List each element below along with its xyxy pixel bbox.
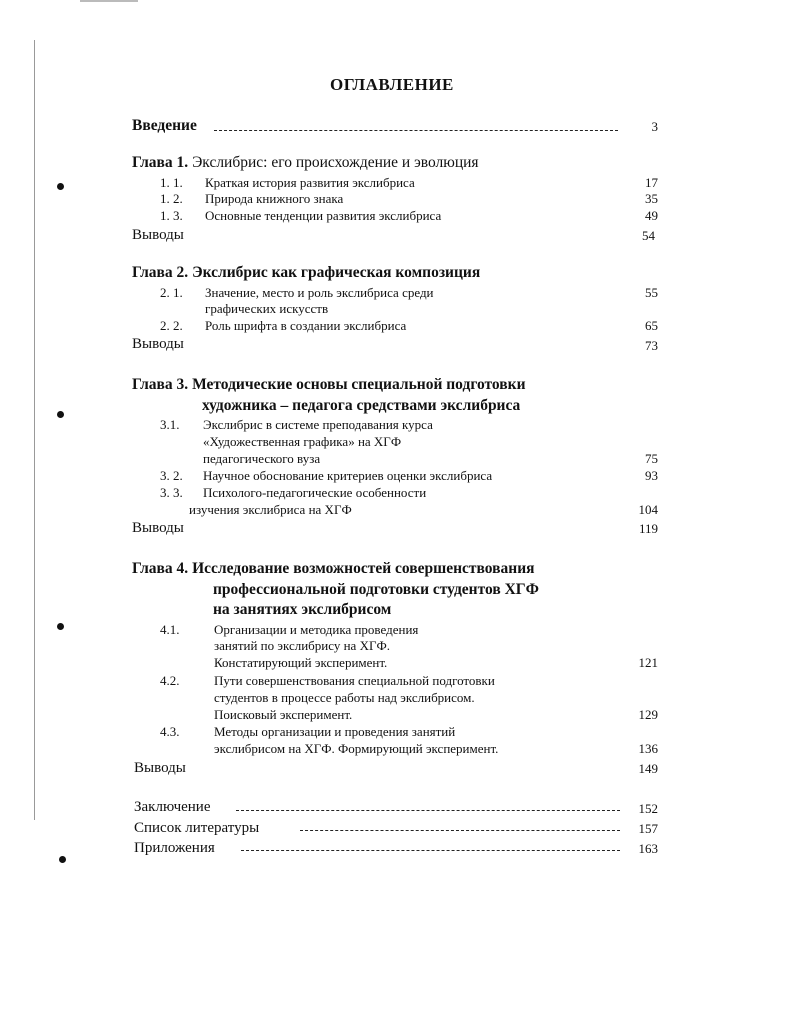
section-title-line: изучения экслибриса на ХГФ [189, 502, 352, 517]
conclusion-page: 152 [638, 801, 658, 816]
section-title-line: Научное обоснование критериев оценки экслибриса [203, 468, 493, 483]
leader-dots [241, 850, 620, 851]
chapter-2-number: Глава 2. [132, 264, 189, 281]
conclusions-page: 73 [645, 338, 658, 353]
chapter-4-title-line: на занятиях экслибрисом [213, 601, 392, 618]
chapter-3-title-line: художника – педагога средствами экслибриса [202, 397, 521, 414]
chapter-4-number: Глава 4. [132, 560, 189, 577]
chapter-4-title-line: профессиональной подготовки студентов ХГФ [213, 581, 539, 598]
leader-dots [214, 130, 618, 131]
section-title-line: Методы организации и проведения занятий [214, 724, 456, 739]
section-page: 65 [645, 318, 658, 333]
scan-artifact-line [80, 0, 138, 2]
section-number: 2. 1. [160, 285, 183, 300]
section-page: 35 [645, 191, 658, 206]
conclusions-label: Выводы [132, 227, 184, 243]
section-title-line: Психолого-педагогические особенности [203, 485, 427, 500]
chapter-3-heading [132, 376, 526, 394]
appendices-page: 163 [638, 841, 658, 856]
section-title-line: Поисковый эксперимент. [214, 707, 353, 722]
conclusions-page: 119 [638, 521, 658, 536]
conclusions-label: Выводы [132, 520, 184, 536]
section-title: Краткая история развития экслибриса [205, 175, 415, 190]
bibliography-page: 157 [638, 821, 658, 836]
appendices-label: Приложения [134, 840, 215, 856]
section-number: 1. 2. [160, 191, 183, 206]
section-page: 75 [645, 451, 658, 466]
section-number: 4.1. [160, 622, 180, 637]
section-title-line: экслибрисом на ХГФ. Формирующий эксперимент. [214, 741, 499, 756]
section-page: 136 [638, 741, 658, 756]
chapter-1-title: Экслибрис: его происхождение и эволюция [192, 154, 479, 171]
section-number: 4.2. [160, 673, 180, 688]
section-page: 55 [645, 285, 658, 300]
conclusions-page: 149 [638, 761, 658, 776]
section-page: 129 [638, 707, 658, 722]
section-title-line: графических искусств [205, 301, 329, 316]
section-title-line: Значение, место и роль экслибриса среди [205, 285, 434, 300]
section-title-line: «Художественная графика» на ХГФ [203, 434, 402, 449]
section-page: 93 [645, 468, 658, 483]
chapter-2-title: Экслибрис как графическая композиция [192, 264, 481, 281]
margin-bullet [57, 411, 64, 418]
section-number: 1. 3. [160, 208, 183, 223]
section-title-line: студентов в процессе работы над экслибрисом. [214, 690, 475, 705]
section-title-line: Организации и методика проведения [214, 622, 419, 637]
section-page: 17 [645, 175, 658, 190]
section-number: 3.1. [160, 417, 180, 432]
section-title-line: педагогического вуза [203, 451, 321, 466]
section-number: 3. 2. [160, 468, 183, 483]
section-title-line: Роль шрифта в создании экслибриса [205, 318, 407, 333]
section-number: 1. 1. [160, 175, 183, 190]
section-title: Природа книжного знака [205, 191, 344, 206]
margin-bullet [57, 623, 64, 630]
section-title-line: Констатирующий эксперимент. [214, 655, 388, 670]
section-number: 4.3. [160, 724, 180, 739]
margin-bullet [57, 183, 64, 190]
bibliography-label: Список литературы [134, 820, 260, 836]
page-title: ОГЛАВЛЕНИЕ [330, 75, 454, 94]
intro-label: Введение [132, 117, 197, 134]
chapter-1-number: Глава 1. [132, 154, 189, 171]
section-title-line: Экслибрис в системе преподавания курса [203, 417, 433, 432]
intro-page: 3 [651, 119, 658, 134]
margin-line [34, 40, 35, 820]
section-title-line: Пути совершенствования специальной подготовки [214, 673, 495, 688]
chapter-1-heading [132, 154, 479, 172]
conclusions-label: Выводы [132, 336, 184, 352]
section-page: 121 [638, 655, 658, 670]
section-number: 2. 2. [160, 318, 183, 333]
leader-dots [236, 810, 620, 811]
section-page: 104 [638, 502, 658, 517]
chapter-3-title-line: Методические основы специальной подготовки [192, 376, 526, 393]
chapter-3-number: Глава 3. [132, 376, 189, 393]
chapter-2-heading [132, 264, 480, 282]
conclusions-label: Выводы [134, 760, 186, 776]
margin-bullet [59, 856, 66, 863]
chapter-4-heading [132, 560, 535, 578]
section-page: 49 [645, 208, 658, 223]
conclusion-label: Заключение [134, 799, 211, 815]
leader-dots [300, 830, 620, 831]
chapter-4-title-line: Исследование возможностей совершенствования [192, 560, 535, 577]
conclusions-page: 54 [642, 228, 655, 243]
section-title: Основные тенденции развития экслибриса [205, 208, 442, 223]
section-number: 3. 3. [160, 485, 183, 500]
section-title-line: занятий по экслибрису на ХГФ. [214, 638, 391, 653]
